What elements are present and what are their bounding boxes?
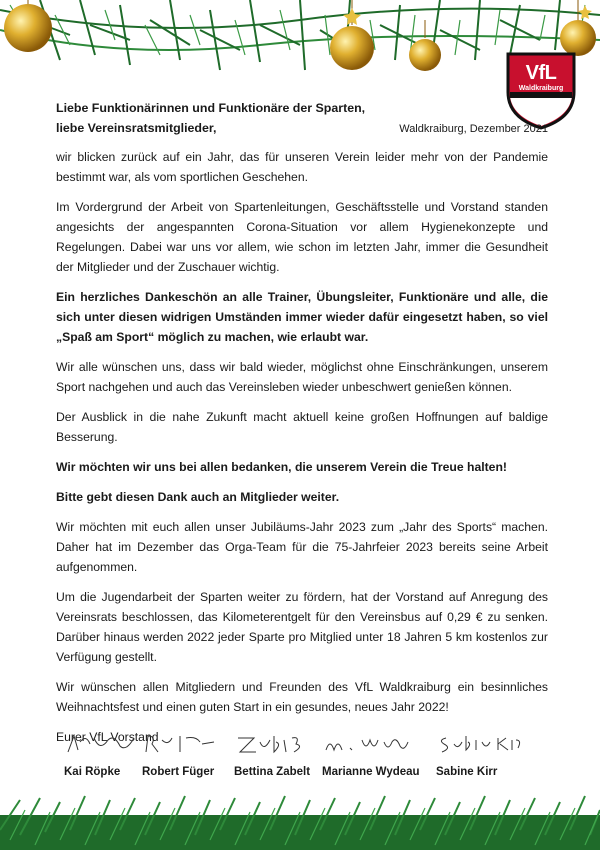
paragraph: Im Vordergrund der Arbeit von Spartenleitungen, Geschäftsstelle und Vorstand standen angesichts der angespannten Corona-Situation vor allem Hygienekonzepte und Regelungen. Dabei war uns vor allem, wie schon im letzten Jahr, immer die Gesundheit der Mitglieder und der Zuschauer wichtig. [56, 200, 548, 274]
signatory-name: Marianne Wydeau [322, 766, 420, 778]
handwritten-signature-icon [64, 732, 144, 756]
salutation-line-1: Liebe Funktionärinnen und Funktionäre der Sparten, [56, 101, 366, 115]
paragraph: wir blicken zurück auf ein Jahr, das für unseren Verein leider mehr von der Pandemie bestimmt war, als vom sportlichen Geschehen. [56, 150, 548, 184]
paragraph: Um die Jugendarbeit der Sparten weiter zu fördern, hat der Vorstand auf Anregung des Vereinsrats beschlossen, das Kilometerentgelt für den Vereinsbus auf 0,29 € zu senken. Darüber hinaus werden 2022 jeder Sparte pro Mitglied unter 18 Jahren 5 km kostenlos zur Verfügung gestellt. [56, 590, 548, 664]
logo-brand: VfL [525, 62, 557, 84]
signatory-name: Bettina Zabelt [234, 766, 311, 778]
paragraph-thanks: Ein herzliches Dankeschön an alle Trainer, Übungsleiter, Funktionäre und alle, die sich unter diesen widrigen Umständen immer wieder dafür eingesetzt haben, so viel „Spaß am Sport“ möglich zu machen, wie erlaubt war. [56, 290, 548, 344]
paragraph: Der Ausblick in die nahe Zukunft macht aktuell keine großen Hoffnungen auf baldige Besserung. [56, 410, 548, 444]
signatory-name: Robert Füger [142, 766, 215, 778]
salutation [56, 98, 548, 139]
paragraph-gratitude: Wir möchten wir uns bei allen bedanken, die unserem Verein die Treue halten! [56, 460, 507, 474]
place-date: Waldkraiburg, Dezember 2021 [399, 123, 548, 135]
logo-town: Waldkraiburg [518, 85, 564, 92]
paragraph: Wir wünschen allen Mitgliedern und Freunden des VfL Waldkraiburg ein besinnliches Weihnachtsfest und einen guten Start in ein gesundes, neues Jahr 2022! [56, 680, 548, 714]
handwritten-signature-icon [142, 732, 222, 756]
handwritten-signature-icon [436, 732, 526, 756]
letter-body [56, 98, 548, 747]
paragraph: Wir alle wünschen uns, dass wir bald wieder, möglichst ohne Einschränkungen, unserem Sport nachgehen und auch das Vereinsleben wieder unbeschwert genießen können. [56, 360, 548, 394]
handwritten-signature-icon [234, 732, 314, 756]
fir-garland-bottom [0, 790, 600, 850]
closing: Eurer VfL Vorstand [56, 730, 159, 744]
handwritten-signature-icon [322, 732, 412, 756]
paragraph-pass-on: Bitte gebt diesen Dank auch an Mitglieder weiter. [56, 490, 340, 504]
signatures [56, 732, 556, 778]
salutation-line-2: liebe Vereinsratsmitglieder, [56, 121, 217, 135]
signatory-name: Sabine Kirr [436, 766, 498, 778]
signatory-name: Kai Röpke [64, 766, 121, 778]
paragraph: Wir möchten mit euch allen unser Jubiläums-Jahr 2023 zum „Jahr des Sports“ machen. Daher hat im Dezember das Orga-Team für die 75-Jahrfeier 2023 bereits seine Arbeit aufgenommen. [56, 520, 548, 574]
